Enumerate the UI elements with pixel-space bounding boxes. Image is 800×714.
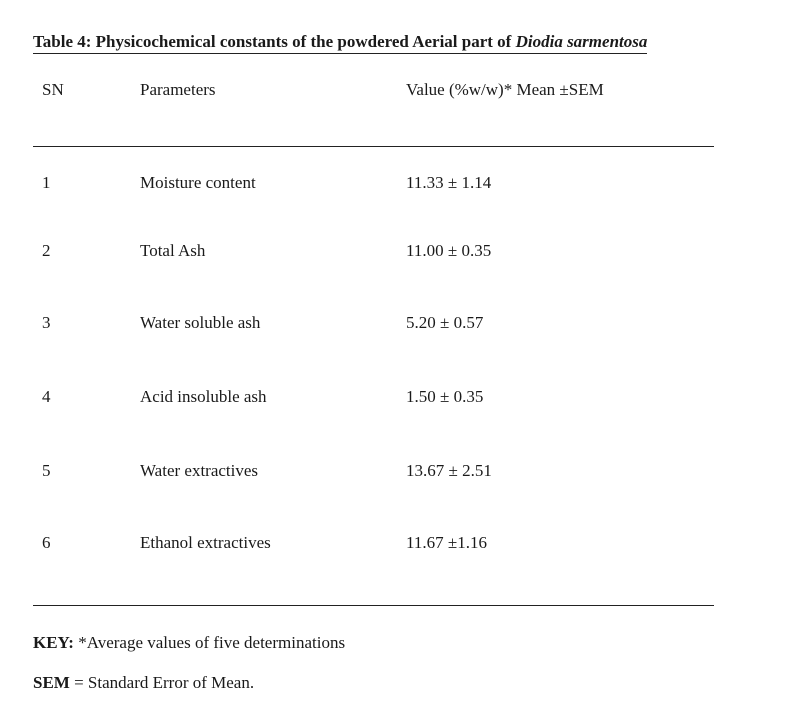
row-6-value: 11.67 ±1.16 [406,533,487,552]
key-text: *Average values of five determinations [73,633,346,652]
row-3-parameter: Water soluble ash [140,313,261,332]
sem-note [33,673,254,693]
row-1-value: 11.33 ± 1.14 [406,173,492,192]
header-rule [33,146,714,147]
sem-text: = Standard Error of Mean. [69,673,255,692]
key-label: KEY: [33,633,74,652]
row-4-value: 1.50 ± 0.35 [406,387,484,406]
row-3-sn: 3 [42,313,51,332]
key-note [33,633,345,653]
row-4-parameter: Acid insoluble ash [140,387,267,406]
row-1-sn: 1 [42,173,51,192]
table-title-species: Diodia sarmentosa [515,32,648,51]
sem-label: SEM [33,673,70,692]
row-6-parameter: Ethanol extractives [140,533,271,552]
row-5-value: 13.67 ± 2.51 [406,461,492,480]
row-2-sn: 2 [42,241,51,260]
row-6-sn: 6 [42,533,51,552]
table-title-prefix: Table 4: Physicochemical constants of the powdered Aerial part of [33,32,516,51]
header-sn: SN [42,80,64,99]
row-3-value: 5.20 ± 0.57 [406,313,484,332]
row-5-sn: 5 [42,461,51,480]
row-1-parameter: Moisture content [140,173,256,192]
table-title [33,31,647,54]
row-2-parameter: Total Ash [140,241,206,260]
row-4-sn: 4 [42,387,51,406]
bottom-rule [33,605,714,606]
row-2-value: 11.00 ± 0.35 [406,241,492,260]
header-value: Value (%w/w)* Mean ±SEM [406,80,604,99]
row-5-parameter: Water extractives [140,461,259,480]
header-parameters: Parameters [140,80,216,99]
